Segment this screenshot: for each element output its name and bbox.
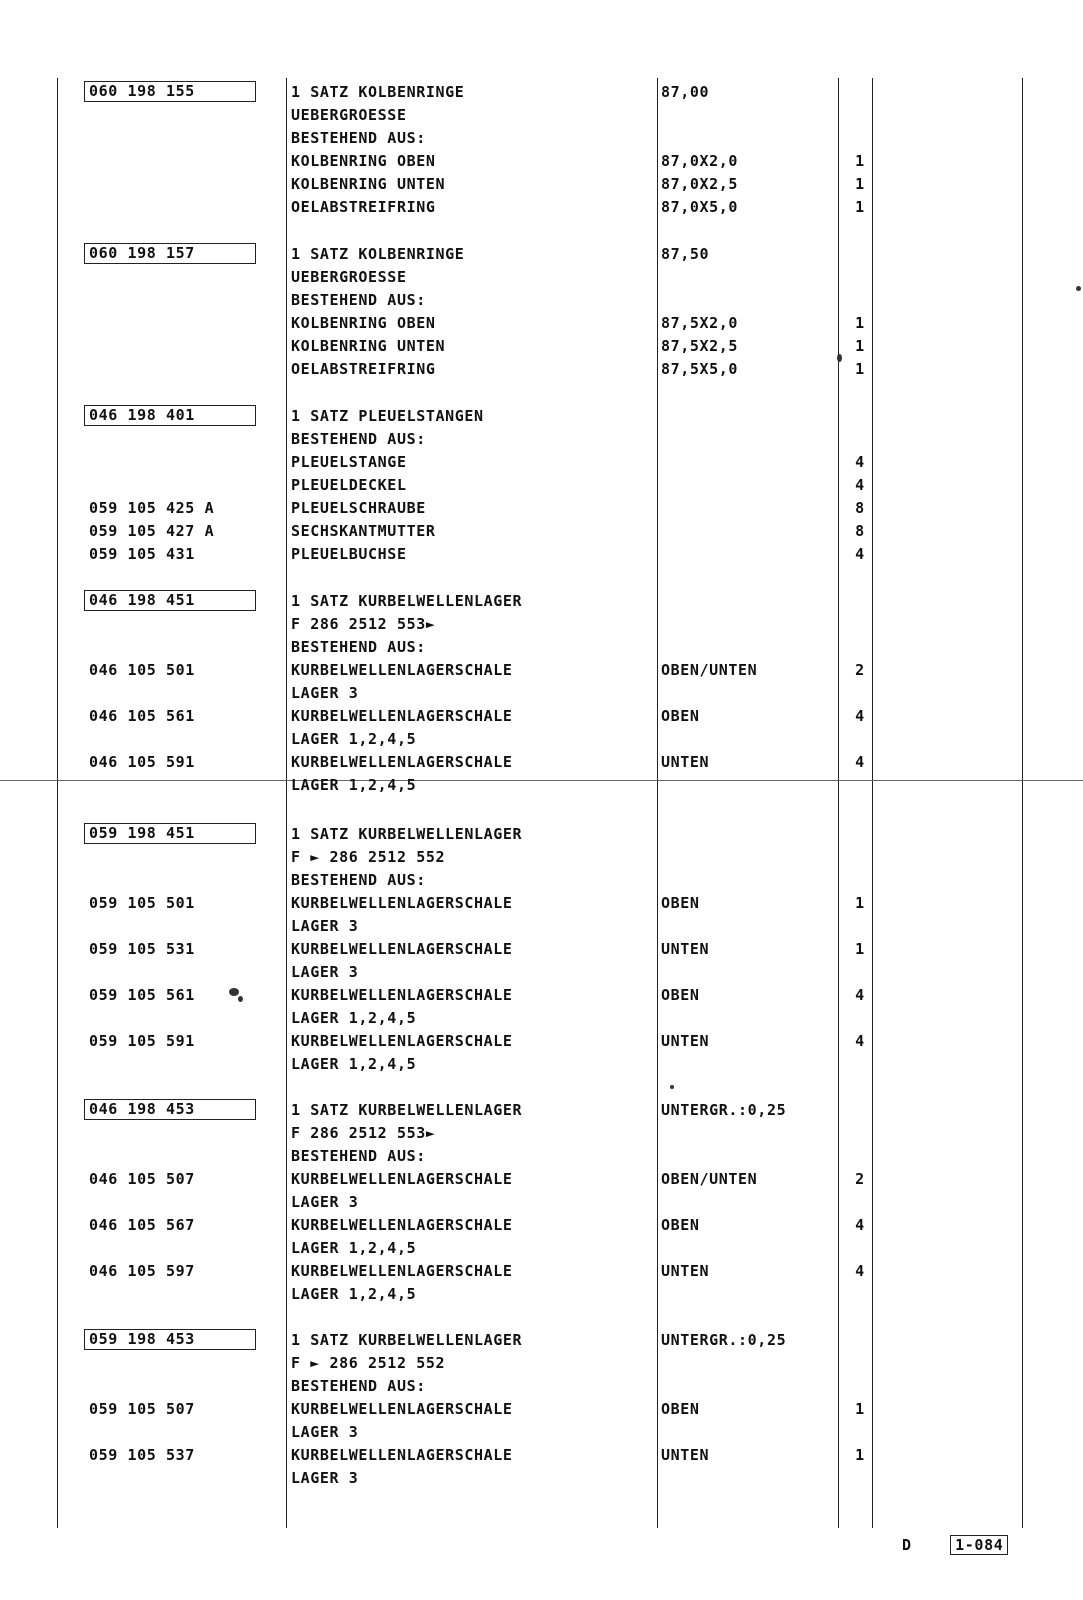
description: BESTEHEND AUS: (291, 291, 426, 309)
description: LAGER 1,2,4,5 (291, 1055, 417, 1073)
table-row (0, 497, 1083, 520)
description: KURBELWELLENLAGERSCHALE (291, 986, 513, 1004)
description: LAGER 3 (291, 1423, 359, 1441)
table-row (0, 243, 1083, 266)
remark: UNTEN (661, 753, 710, 771)
quantity: 4 (855, 476, 865, 494)
description: BESTEHEND AUS: (291, 430, 426, 448)
table-row (0, 636, 1083, 659)
remark: UNTEN (661, 1032, 710, 1050)
description: 1 SATZ KURBELWELLENLAGER (291, 1331, 523, 1349)
table-row (0, 335, 1083, 358)
remark: 87,0X2,5 (661, 175, 739, 193)
table-row (0, 1099, 1083, 1122)
part-number: 046 105 591 (89, 753, 195, 771)
quantity: 1 (855, 337, 865, 355)
table-row (0, 751, 1083, 774)
table-row (0, 1145, 1083, 1168)
part-number: 059 105 501 (89, 894, 195, 912)
remark: OBEN/UNTEN (661, 661, 758, 679)
part-number: 059 105 591 (89, 1032, 195, 1050)
table-row (0, 1260, 1083, 1283)
table-row (0, 543, 1083, 566)
description: KOLBENRING OBEN (291, 152, 436, 170)
quantity: 1 (855, 314, 865, 332)
description: UEBERGROESSE (291, 106, 407, 124)
table-row (0, 1168, 1083, 1191)
table-row (0, 405, 1083, 428)
part-number: 059 105 561 (89, 986, 195, 1004)
description: LAGER 1,2,4,5 (291, 730, 417, 748)
table-row (0, 173, 1083, 196)
quantity: 8 (855, 499, 865, 517)
table-row (0, 1053, 1083, 1076)
remark: OBEN (661, 707, 700, 725)
remark: UNTERGR.:0,25 (661, 1101, 787, 1119)
table-row (0, 81, 1083, 104)
remark: 87,0X2,0 (661, 152, 739, 170)
remark: OBEN (661, 986, 700, 1004)
description: BESTEHEND AUS: (291, 1147, 426, 1165)
part-number: 059 105 507 (89, 1400, 195, 1418)
description: OELABSTREIFRING (291, 198, 436, 216)
table-row (0, 104, 1083, 127)
table-row (0, 520, 1083, 543)
table-row (0, 984, 1083, 1007)
table-row (0, 1329, 1083, 1352)
table-row (0, 1375, 1083, 1398)
remark: UNTERGR.:0,25 (661, 1331, 787, 1349)
remark: 87,00 (661, 83, 710, 101)
table-row (0, 915, 1083, 938)
table-row (0, 728, 1083, 751)
table-row (0, 127, 1083, 150)
description: KURBELWELLENLAGERSCHALE (291, 1262, 513, 1280)
table-row (0, 1030, 1083, 1053)
table-row (0, 613, 1083, 636)
quantity: 1 (855, 152, 865, 170)
kit-part-number: 060 198 157 (84, 243, 256, 264)
kit-part-number: 060 198 155 (84, 81, 256, 102)
table-row (0, 869, 1083, 892)
table-row (0, 428, 1083, 451)
quantity: 1 (855, 1446, 865, 1464)
description: BESTEHEND AUS: (291, 638, 426, 656)
description: LAGER 3 (291, 963, 359, 981)
description: 1 SATZ KOLBENRINGE (291, 245, 465, 263)
description: UEBERGROESSE (291, 268, 407, 286)
remark: 87,5X2,5 (661, 337, 739, 355)
remark: 87,5X2,0 (661, 314, 739, 332)
part-number: 059 105 531 (89, 940, 195, 958)
description: OELABSTREIFRING (291, 360, 436, 378)
remark: UNTEN (661, 940, 710, 958)
description: KURBELWELLENLAGERSCHALE (291, 1446, 513, 1464)
description: PLEUELSCHRAUBE (291, 499, 426, 517)
description: 1 SATZ KURBELWELLENLAGER (291, 825, 523, 843)
part-number: 059 105 425 A (89, 499, 215, 517)
table-row (0, 774, 1083, 797)
description: LAGER 3 (291, 1469, 359, 1487)
table-row (0, 1122, 1083, 1145)
remark: UNTEN (661, 1446, 710, 1464)
table-row (0, 1191, 1083, 1214)
quantity: 1 (855, 360, 865, 378)
part-number: 059 105 431 (89, 545, 195, 563)
remark: OBEN (661, 1400, 700, 1418)
kit-part-number: 046 198 401 (84, 405, 256, 426)
quantity: 1 (855, 1400, 865, 1418)
table-row (0, 474, 1083, 497)
kit-part-number: 059 198 451 (84, 823, 256, 844)
table-row (0, 1214, 1083, 1237)
remark: OBEN/UNTEN (661, 1170, 758, 1188)
description: BESTEHEND AUS: (291, 871, 426, 889)
quantity: 1 (855, 940, 865, 958)
remark: 87,5X5,0 (661, 360, 739, 378)
description: PLEUELDECKEL (291, 476, 407, 494)
table-row (0, 1444, 1083, 1467)
table-row (0, 1283, 1083, 1306)
part-number: 046 105 597 (89, 1262, 195, 1280)
remark: 87,0X5,0 (661, 198, 739, 216)
quantity: 1 (855, 894, 865, 912)
table-row (0, 451, 1083, 474)
quantity: 4 (855, 753, 865, 771)
part-number: 046 105 507 (89, 1170, 195, 1188)
quantity: 4 (855, 545, 865, 563)
scan-speck (670, 1085, 674, 1089)
quantity: 4 (855, 1262, 865, 1280)
table-row (0, 659, 1083, 682)
table-row (0, 1007, 1083, 1030)
table-row (0, 938, 1083, 961)
page-footer (902, 1536, 1008, 1554)
table-row (0, 312, 1083, 335)
table-row (0, 823, 1083, 846)
table-row (0, 705, 1083, 728)
table-row (0, 846, 1083, 869)
description: LAGER 1,2,4,5 (291, 1285, 417, 1303)
table-row (0, 1467, 1083, 1490)
kit-part-number: 046 198 451 (84, 590, 256, 611)
quantity: 1 (855, 198, 865, 216)
table-row (0, 590, 1083, 613)
description: LAGER 1,2,4,5 (291, 1009, 417, 1027)
quantity: 4 (855, 1216, 865, 1234)
table-row (0, 150, 1083, 173)
description: KOLBENRING OBEN (291, 314, 436, 332)
quantity: 4 (855, 986, 865, 1004)
quantity: 4 (855, 1032, 865, 1050)
table-row (0, 1398, 1083, 1421)
description: 1 SATZ KURBELWELLENLAGER (291, 592, 523, 610)
quantity: 8 (855, 522, 865, 540)
description: KURBELWELLENLAGERSCHALE (291, 894, 513, 912)
description: KURBELWELLENLAGERSCHALE (291, 1216, 513, 1234)
remark: UNTEN (661, 1262, 710, 1280)
description: 1 SATZ PLEUELSTANGEN (291, 407, 484, 425)
quantity: 4 (855, 453, 865, 471)
description: KURBELWELLENLAGERSCHALE (291, 940, 513, 958)
table-row (0, 1421, 1083, 1444)
remark: OBEN (661, 1216, 700, 1234)
table-row (0, 358, 1083, 381)
part-number: 046 105 561 (89, 707, 195, 725)
kit-part-number: 046 198 453 (84, 1099, 256, 1120)
part-number: 059 105 537 (89, 1446, 195, 1464)
description: KURBELWELLENLAGERSCHALE (291, 753, 513, 771)
description: PLEUELSTANGE (291, 453, 407, 471)
description: F 286 2512 553► (291, 615, 436, 633)
remark: 87,50 (661, 245, 710, 263)
table-row (0, 1352, 1083, 1375)
table-row (0, 892, 1083, 915)
description: KURBELWELLENLAGERSCHALE (291, 661, 513, 679)
table-row (0, 961, 1083, 984)
quantity: 1 (855, 175, 865, 193)
description: SECHSKANTMUTTER (291, 522, 436, 540)
description: F ► 286 2512 552 (291, 1354, 446, 1372)
part-number: 046 105 501 (89, 661, 195, 679)
description: LAGER 3 (291, 917, 359, 935)
description: KURBELWELLENLAGERSCHALE (291, 1400, 513, 1418)
part-number: 046 105 567 (89, 1216, 195, 1234)
description: 1 SATZ KOLBENRINGE (291, 83, 465, 101)
description: LAGER 1,2,4,5 (291, 776, 417, 794)
description: BESTEHEND AUS: (291, 1377, 426, 1395)
description: KOLBENRING UNTEN (291, 337, 446, 355)
description: KURBELWELLENLAGERSCHALE (291, 1170, 513, 1188)
description: KURBELWELLENLAGERSCHALE (291, 707, 513, 725)
description: F 286 2512 553► (291, 1124, 436, 1142)
description: BESTEHEND AUS: (291, 129, 426, 147)
table-row (0, 1237, 1083, 1260)
part-number: 059 105 427 A (89, 522, 215, 540)
section-letter: D (902, 1536, 912, 1554)
description: 1 SATZ KURBELWELLENLAGER (291, 1101, 523, 1119)
remark: OBEN (661, 894, 700, 912)
description: F ► 286 2512 552 (291, 848, 446, 866)
description: PLEUELBUCHSE (291, 545, 407, 563)
table-row (0, 289, 1083, 312)
kit-part-number: 059 198 453 (84, 1329, 256, 1350)
description: LAGER 1,2,4,5 (291, 1239, 417, 1257)
description: LAGER 3 (291, 1193, 359, 1211)
description: KOLBENRING UNTEN (291, 175, 446, 193)
description: KURBELWELLENLAGERSCHALE (291, 1032, 513, 1050)
quantity: 2 (855, 661, 865, 679)
quantity: 4 (855, 707, 865, 725)
table-row (0, 682, 1083, 705)
quantity: 2 (855, 1170, 865, 1188)
table-row (0, 196, 1083, 219)
description: LAGER 3 (291, 684, 359, 702)
table-row (0, 266, 1083, 289)
page-number-box: 1-084 (950, 1535, 1008, 1555)
